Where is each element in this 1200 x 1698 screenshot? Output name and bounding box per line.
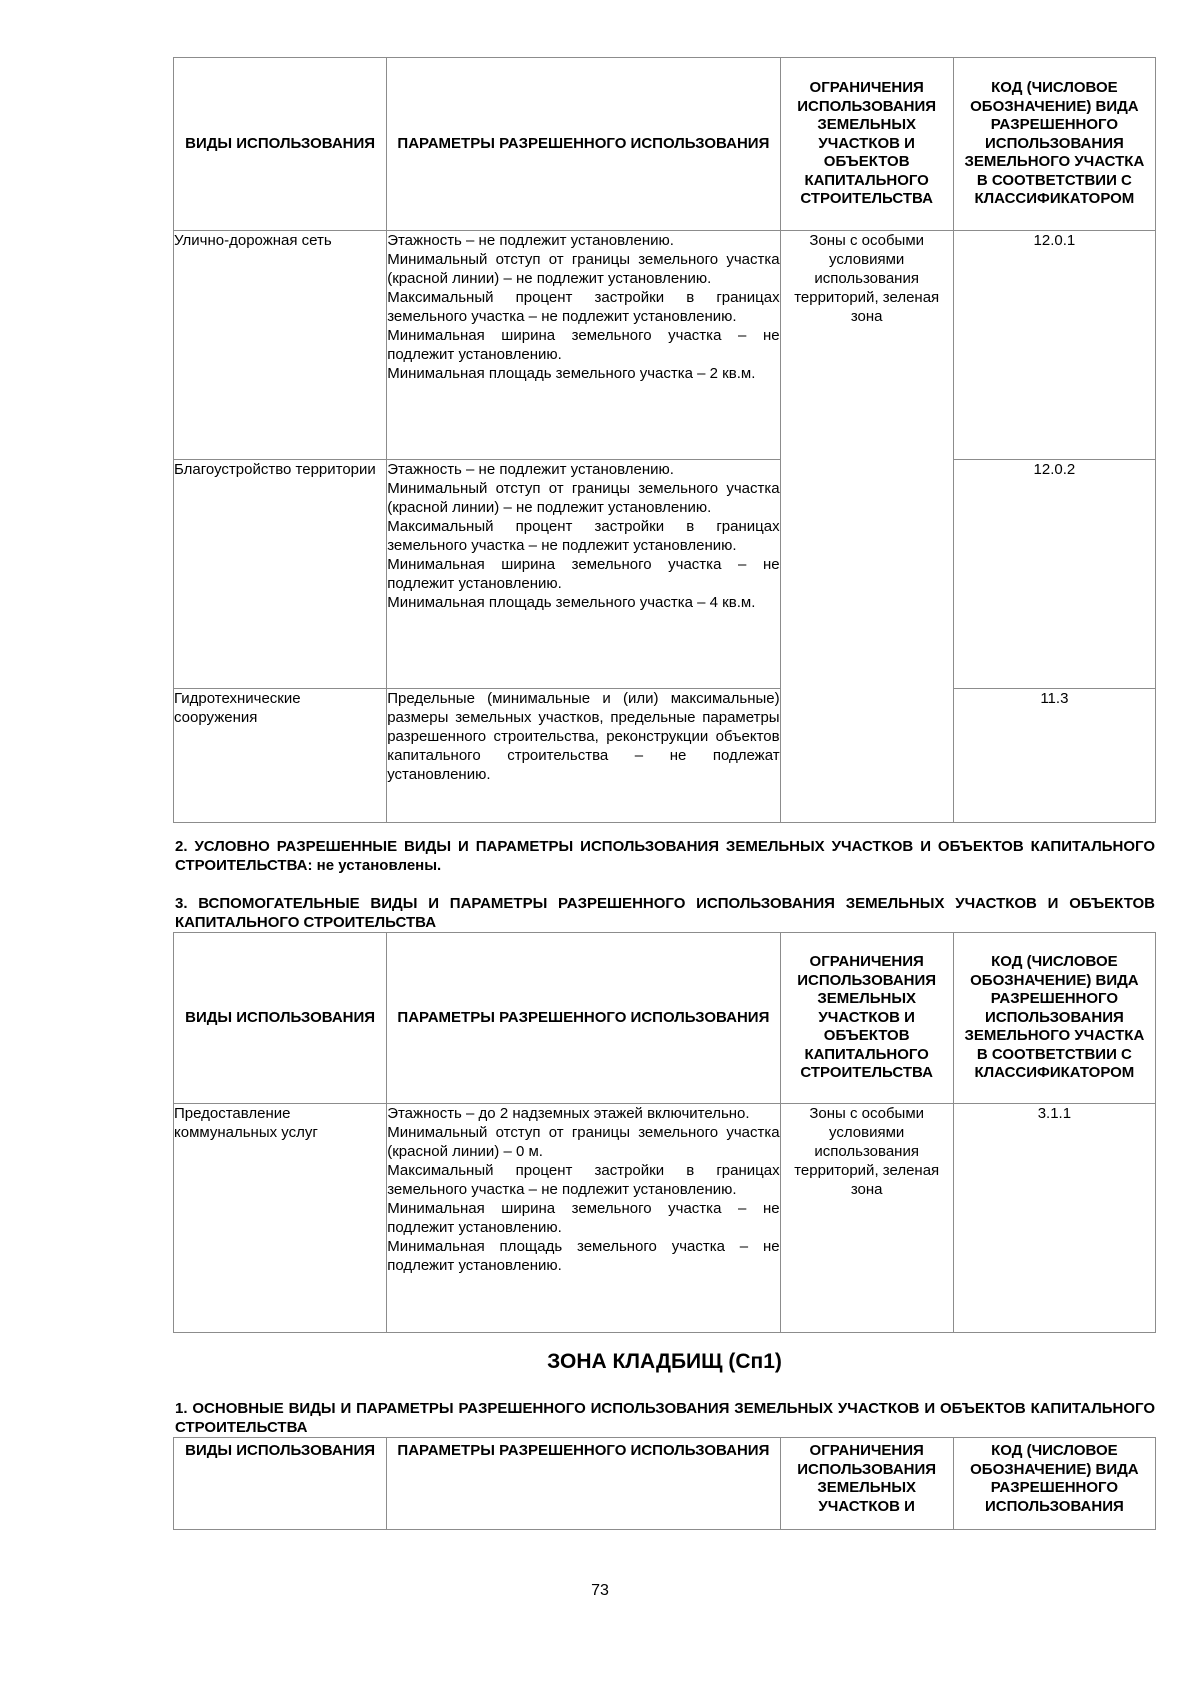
header-restrictions: ОГРАНИЧЕНИЯ ИСПОЛЬЗОВАНИЯ ЗЕМЕЛЬНЫХ УЧАСТКОВ И ОБЪЕКТОВ КАПИТАЛЬНОГО СТРОИТЕЛЬСТВА [780, 58, 953, 231]
param-line: Этажность – не подлежит установлению. [387, 461, 674, 478]
header-restrictions: ОГРАНИЧЕНИЯ ИСПОЛЬЗОВАНИЯ ЗЕМЕЛЬНЫХ УЧАСТКОВ И [780, 1438, 953, 1530]
header-uses: ВИДЫ ИСПОЛЬЗОВАНИЯ [174, 933, 387, 1104]
use-params [387, 460, 780, 689]
table-row [174, 231, 1156, 460]
use-params [387, 689, 780, 823]
param-line: Минимальная площадь земельного участка – не подлежит установлению. [387, 1238, 780, 1274]
table-row [174, 460, 1156, 689]
param-line: Минимальный отступ от границы земельного участка (красной линии) – 0 м. [387, 1124, 780, 1160]
param-line: Минимальная ширина земельного участка – не подлежит установлению. [387, 1200, 780, 1236]
section-heading-conditional: 2. УСЛОВНО РАЗРЕШЕННЫЕ ВИДЫ И ПАРАМЕТРЫ ИСПОЛЬЗОВАНИЯ ЗЕМЕЛЬНЫХ УЧАСТКОВ И ОБЪЕКТОВ КАПИТАЛЬНОГО СТРОИТЕЛЬСТВА: не установлены. [175, 838, 1155, 874]
param-line: Максимальный процент застройки в границах земельного участка – не подлежит установлению. [387, 518, 780, 554]
cemetery-uses-table [173, 1437, 1156, 1530]
header-restrictions: ОГРАНИЧЕНИЯ ИСПОЛЬЗОВАНИЯ ЗЕМЕЛЬНЫХ УЧАСТКОВ И ОБЪЕКТОВ КАПИТАЛЬНОГО СТРОИТЕЛЬСТВА [780, 933, 953, 1104]
auxiliary-uses-table [173, 932, 1156, 1333]
header-code: КОД (ЧИСЛОВОЕ ОБОЗНАЧЕНИЕ) ВИДА РАЗРЕШЕННОГО ИСПОЛЬЗОВАНИЯ ЗЕМЕЛЬНОГО УЧАСТКА В СООТВЕТСТВИИ С КЛАССИФИКАТОРОМ [953, 58, 1155, 231]
param-line: Минимальный отступ от границы земельного участка (красной линии) – не подлежит установлению. [387, 251, 780, 287]
page-number: 73 [591, 1582, 609, 1599]
param-line: Предельные (минимальные и (или) максимальные) размеры земельных участков, предельные параметры разрешенного строительства, реконструкции объектов капитального строительства – не подлежат установлению. [387, 690, 780, 783]
use-params [387, 1104, 780, 1333]
header-code: КОД (ЧИСЛОВОЕ ОБОЗНАЧЕНИЕ) ВИДА РАЗРЕШЕННОГО ИСПОЛЬЗОВАНИЯ ЗЕМЕЛЬНОГО УЧАСТКА В СООТВЕТСТВИИ С КЛАССИФИКАТОРОМ [953, 933, 1155, 1104]
use-code: 3.1.1 [953, 1104, 1155, 1333]
param-line: Этажность – до 2 надземных этажей включительно. [387, 1105, 750, 1122]
param-line: Минимальный отступ от границы земельного участка (красной линии) – не подлежит установлению. [387, 480, 780, 516]
main-uses-table [173, 57, 1156, 823]
use-name: Гидротехнические сооружения [174, 689, 387, 823]
use-code: 12.0.1 [953, 231, 1155, 460]
header-uses: ВИДЫ ИСПОЛЬЗОВАНИЯ [174, 1438, 387, 1530]
header-uses: ВИДЫ ИСПОЛЬЗОВАНИЯ [174, 58, 387, 231]
use-name: Предоставление коммунальных услуг [174, 1104, 387, 1333]
table-row [174, 689, 1156, 823]
use-restrictions: Зоны с особыми условиями использования территорий, зеленая зона [780, 231, 953, 823]
table-row [174, 1104, 1156, 1333]
section-heading-auxiliary: 3. ВСПОМОГАТЕЛЬНЫЕ ВИДЫ И ПАРАМЕТРЫ РАЗРЕШЕННОГО ИСПОЛЬЗОВАНИЯ ЗЕМЕЛЬНЫХ УЧАСТКОВ И ОБЪЕКТОВ КАПИТАЛЬНОГО СТРОИТЕЛЬСТВА [175, 895, 1155, 931]
header-params: ПАРАМЕТРЫ РАЗРЕШЕННОГО ИСПОЛЬЗОВАНИЯ [387, 58, 780, 231]
use-name: Благоустройство территории [174, 460, 387, 689]
param-line: Максимальный процент застройки в границах земельного участка – не подлежит установлению. [387, 1162, 780, 1198]
use-params [387, 231, 780, 460]
header-params: ПАРАМЕТРЫ РАЗРЕШЕННОГО ИСПОЛЬЗОВАНИЯ [387, 933, 780, 1104]
use-code: 11.3 [953, 689, 1155, 823]
param-line: Минимальная ширина земельного участка – не подлежит установлению. [387, 327, 780, 363]
param-line: Этажность – не подлежит установлению. [387, 232, 674, 249]
section-heading-main: 1. ОСНОВНЫЕ ВИДЫ И ПАРАМЕТРЫ РАЗРЕШЕННОГО ИСПОЛЬЗОВАНИЯ ЗЕМЕЛЬНЫХ УЧАСТКОВ И ОБЪЕКТОВ КАПИТАЛЬНОГО СТРОИТЕЛЬСТВА [175, 1400, 1155, 1436]
use-name: Улично-дорожная сеть [174, 231, 387, 460]
table-header-row [174, 58, 1156, 231]
table-header-row [174, 1438, 1156, 1530]
use-code: 12.0.2 [953, 460, 1155, 689]
param-line: Минимальная площадь земельного участка – 4 кв.м. [387, 594, 756, 611]
use-restrictions: Зоны с особыми условиями использования территорий, зеленая зона [780, 1104, 953, 1333]
table-header-row [174, 933, 1156, 1104]
param-line: Минимальная ширина земельного участка – не подлежит установлению. [387, 556, 780, 592]
zone-title: ЗОНА КЛАДБИЩ (Сп1) [547, 1350, 782, 1373]
header-code: КОД (ЧИСЛОВОЕ ОБОЗНАЧЕНИЕ) ВИДА РАЗРЕШЕННОГО ИСПОЛЬЗОВАНИЯ [953, 1438, 1155, 1530]
header-params: ПАРАМЕТРЫ РАЗРЕШЕННОГО ИСПОЛЬЗОВАНИЯ [387, 1438, 780, 1530]
param-line: Максимальный процент застройки в границах земельного участка – не подлежит установлению. [387, 289, 780, 325]
param-line: Минимальная площадь земельного участка – 2 кв.м. [387, 365, 756, 382]
